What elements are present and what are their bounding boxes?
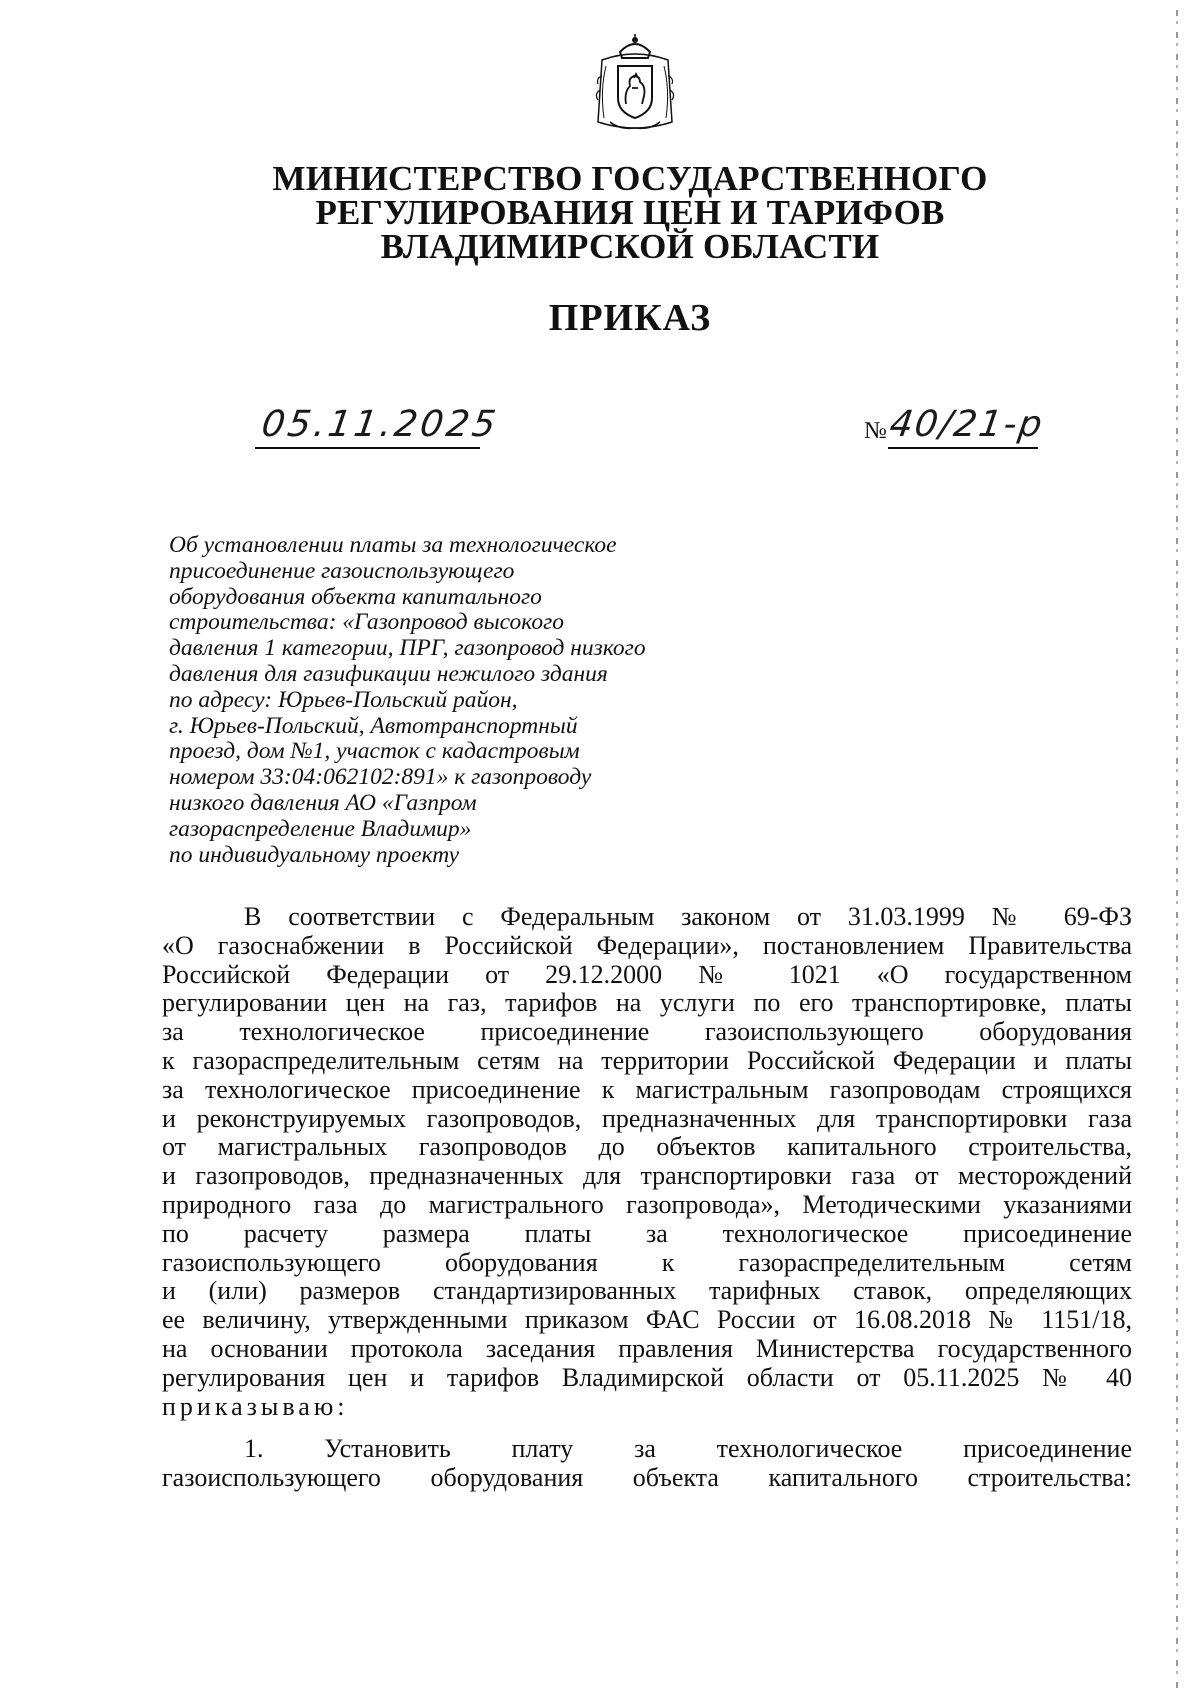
item-1-line: 1. Установить плату за технологическое присоединение bbox=[244, 1434, 1132, 1464]
decree-word: приказываю: bbox=[162, 1391, 349, 1421]
handwritten-number: 40/21-р bbox=[887, 404, 1047, 445]
body-line: Российской Федерации от 29.12.2000 № 1021 «О государственном bbox=[162, 959, 1132, 989]
handwritten-date: 05.11.2025 bbox=[259, 404, 502, 445]
body-line: и газопроводов, предназначенных для транспортировки газа от месторождений bbox=[162, 1161, 1132, 1191]
paragraph-gap bbox=[162, 1421, 1132, 1435]
body-line: ее величину, утвержденными приказом ФАС России от 16.08.2018 № 1151/18, bbox=[162, 1305, 1132, 1335]
order-body bbox=[162, 903, 1132, 1493]
order-subject bbox=[169, 533, 689, 868]
subject-line: г. Юрьев-Польский, Автотранспортный bbox=[169, 712, 578, 739]
body-line: В соответствии с Федеральным законом от 31.03.1999 № 69-ФЗ bbox=[244, 902, 1132, 931]
body-line: «О газоснабжении в Российской Федерации», постановлением Правительства bbox=[162, 930, 1132, 960]
ministry-line-2: РЕГУЛИРОВАНИЯ ЦЕН И ТАРИФОВ bbox=[315, 193, 945, 232]
item-1-line: газоиспользующего оборудования объекта капитального строительства: bbox=[162, 1463, 1132, 1493]
body-line: природного газа до магистрального газопровода», Методическими указаниями bbox=[162, 1189, 1132, 1219]
subject-line: номером 33:04:062102:891» к газопроводу bbox=[169, 764, 592, 791]
ministry-line-3: ВЛАДИМИРСКОЙ ОБЛАСТИ bbox=[380, 227, 880, 266]
subject-line: присоединение газоиспользующего bbox=[169, 557, 515, 584]
body-line: к газораспределительным сетям на территории Российской Федерации и платы bbox=[162, 1045, 1132, 1075]
subject-line: давления 1 категории, ПРГ, газопровод низкого bbox=[169, 635, 646, 662]
body-line: за технологическое присоединение к магистральным газопроводам строящихся bbox=[162, 1074, 1132, 1104]
subject-line: Об установлении платы за технологическое bbox=[169, 532, 617, 558]
scan-edge-artifact bbox=[1176, 10, 1178, 1690]
date-underline bbox=[255, 447, 480, 449]
number-sign: № bbox=[864, 418, 887, 444]
document-type-title: ПРИКАЗ bbox=[548, 297, 712, 339]
subject-line: давления для газификации нежилого здания bbox=[169, 660, 608, 687]
body-line: регулировании цен на газ, тарифов на услуги по его транспортировке, платы bbox=[162, 988, 1132, 1018]
subject-line: по индивидуальному проекту bbox=[169, 841, 460, 868]
body-line: регулирования цен и тарифов Владимирской области от 05.11.2025 № 40 bbox=[162, 1362, 1132, 1392]
ministry-name bbox=[150, 159, 1110, 266]
subject-line: газораспределение Владимир» bbox=[169, 815, 472, 842]
subject-line: по адресу: Юрьев-Польский район, bbox=[169, 686, 518, 713]
subject-line: оборудования объекта капитального bbox=[169, 583, 542, 610]
subject-line: низкого давления АО «Газпром bbox=[169, 789, 477, 816]
body-line: и реконструируемых газопроводов, предназначенных для транспортировки газа bbox=[162, 1103, 1132, 1133]
ministry-line-1: МИНИСТЕРСТВО ГОСУДАРСТВЕННОГО bbox=[272, 159, 988, 198]
body-line: по расчету размера платы за технологическое присоединение bbox=[162, 1218, 1132, 1248]
body-line: и (или) размеров стандартизированных тарифных ставок, определяющих bbox=[162, 1276, 1132, 1306]
body-line: за технологическое присоединение газоиспользующего оборудования bbox=[162, 1017, 1132, 1047]
subject-line: строительства: «Газопровод высокого bbox=[169, 609, 565, 636]
number-underline bbox=[888, 447, 1038, 449]
coat-of-arms-icon bbox=[580, 30, 690, 140]
body-line: газоиспользующего оборудования к газораспределительным сетям bbox=[162, 1247, 1132, 1277]
body-line: от магистральных газопроводов до объектов капитального строительства, bbox=[162, 1132, 1132, 1162]
subject-line: проезд, дом №1, участок с кадастровым bbox=[169, 738, 580, 765]
body-line: на основании протокола заседания правления Министерства государственного bbox=[162, 1333, 1132, 1363]
